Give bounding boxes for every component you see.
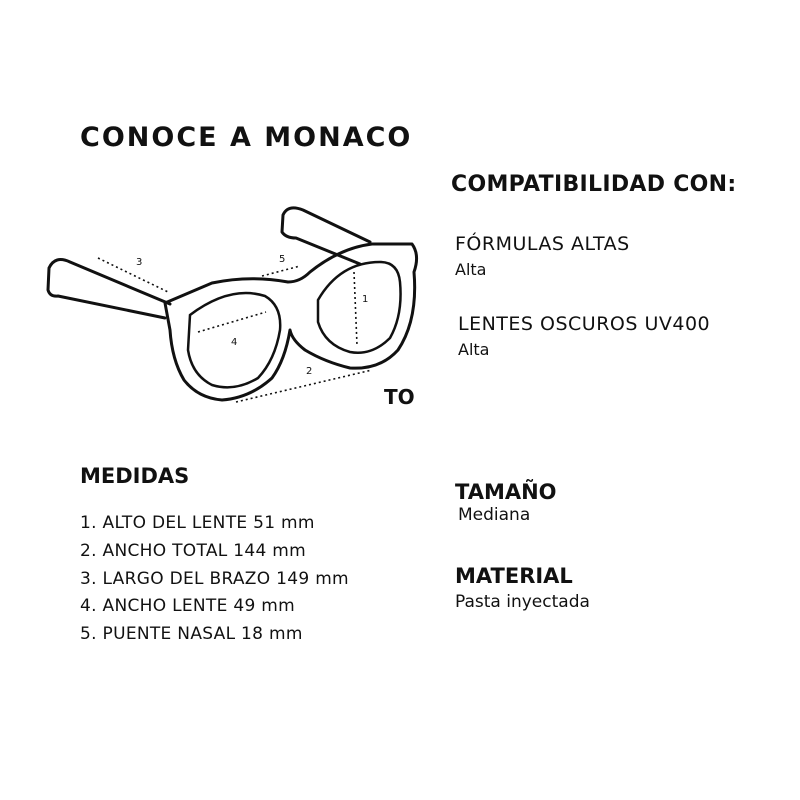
measurement-item: 2. ANCHO TOTAL 144 mm xyxy=(80,540,307,561)
measurement-item: 4. ANCHO LENTE 49 mm xyxy=(80,596,296,617)
left-temple-arm xyxy=(48,260,170,318)
measurement-item: 3. LARGO DEL BRAZO 149 mm xyxy=(80,568,349,589)
measure-label-3: 3 xyxy=(136,257,143,268)
frame-front xyxy=(165,244,417,400)
measure-label-2: 2 xyxy=(306,366,313,377)
compatibility-heading: COMPATIBILIDAD CON: xyxy=(451,172,737,197)
material-heading: MATERIAL xyxy=(455,564,573,588)
compatibility-item-value: Alta xyxy=(458,340,490,359)
measurements-heading: MEDIDAS xyxy=(80,464,190,488)
measure-line-4 xyxy=(198,312,266,332)
right-lens xyxy=(318,262,401,353)
right-temple-arm xyxy=(282,208,370,264)
measure-line-5 xyxy=(262,266,300,276)
measure-line-2 xyxy=(236,370,372,402)
measurement-item: 1. ALTO DEL LENTE 51 mm xyxy=(80,513,315,533)
size-heading: TAMAÑO xyxy=(455,480,557,504)
compatibility-item-value: Alta xyxy=(455,260,487,279)
measure-label-4: 4 xyxy=(231,337,238,348)
material-value: Pasta inyectada xyxy=(455,592,590,612)
measurement-item: 5. PUENTE NASAL 18 mm xyxy=(80,624,303,645)
compatibility-item-label: FÓRMULAS ALTAS xyxy=(455,233,630,255)
size-value: Mediana xyxy=(458,505,531,525)
measure-label-5: 5 xyxy=(279,254,286,265)
page-title: CONOCE A MONACO xyxy=(80,122,413,153)
measure-label-1: 1 xyxy=(362,294,369,305)
measurements-list xyxy=(80,510,349,649)
glasses-illustration xyxy=(40,200,420,415)
diagram-suffix-label: TO xyxy=(384,385,415,409)
compatibility-item-label: LENTES OSCUROS UV400 xyxy=(458,313,711,335)
measure-line-1 xyxy=(354,272,357,345)
